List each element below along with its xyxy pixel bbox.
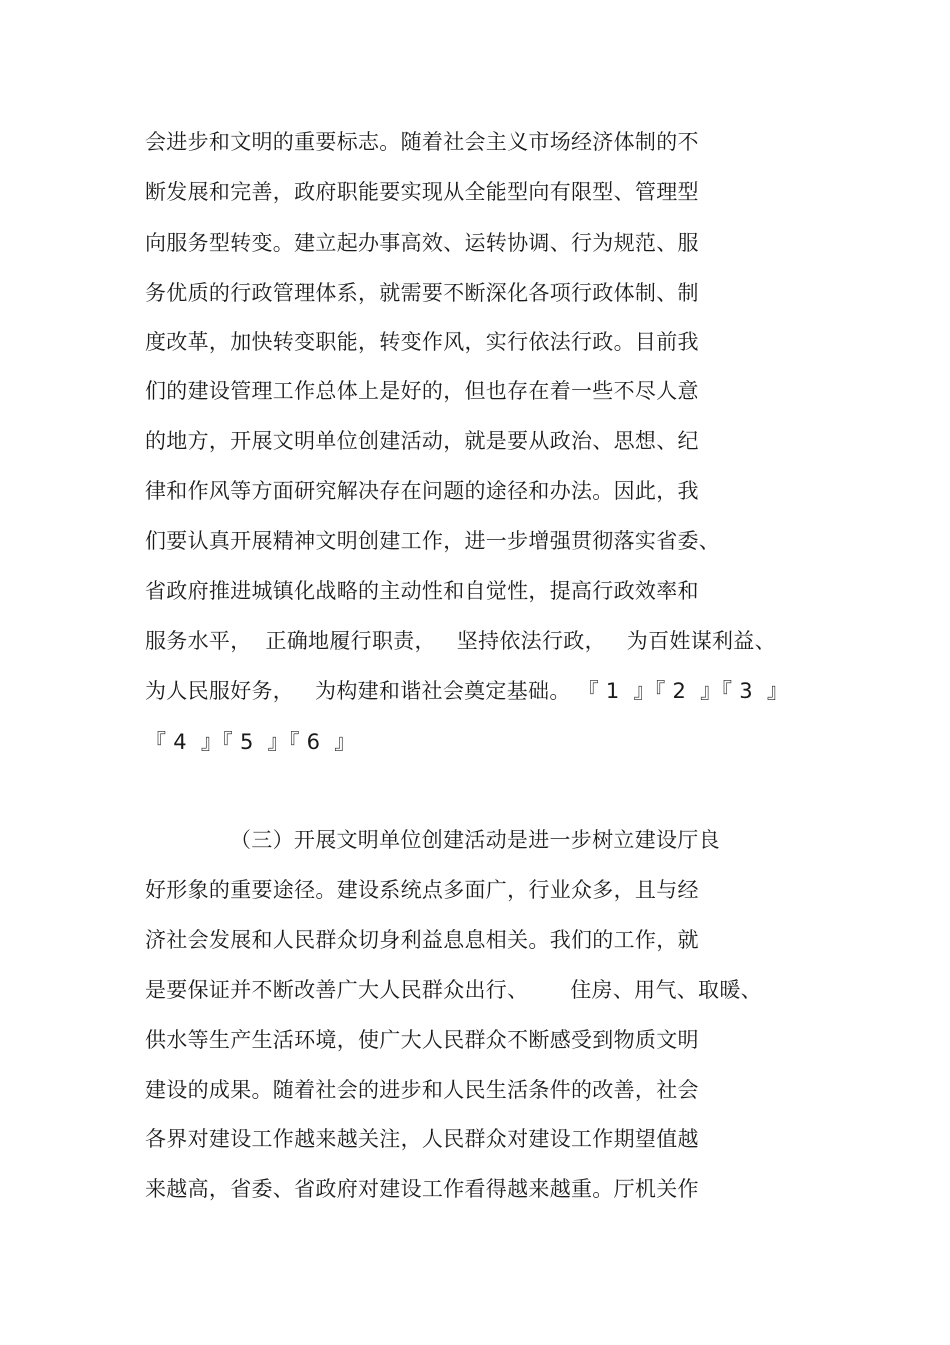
text-line: 的地方，开展文明单位创建活动，就是要从政治、思想、纪 (145, 429, 699, 453)
text-line: 济社会发展和人民群众切身利益息息相关。我们的工作，就 (145, 928, 699, 952)
text-line: 来越高，省委、省政府对建设工作看得越来越重。厅机关作 (145, 1177, 699, 1201)
paragraph-heading: （三）开展文明单位创建活动是进一步树立建设厅良 (230, 828, 720, 852)
text-line: 各界对建设工作越来越关注，人民群众对建设工作期望值越 (145, 1127, 699, 1151)
text-line: 是要保证并不断改善广大人民群众出行、 住房、用气、取暖、 (145, 978, 762, 1002)
text-line: 为人民服好务， 为构建和谐社会奠定基础。 『 1 』『 2 』『 3 』 (145, 679, 789, 703)
text-line: 好形象的重要途径。建设系统点多面广，行业众多，且与经 (145, 878, 699, 902)
text-line: 务优质的行政管理体系，就需要不断深化各项行政体制、制 (145, 281, 699, 305)
text-line: 断发展和完善，政府职能要实现从全能型向有限型、管理型 (145, 180, 699, 204)
text-line: 『 4 』『 5 』『 6 』 (145, 730, 356, 754)
text-line: 供水等生产生活环境，使广大人民群众不断感受到物质文明 (145, 1028, 699, 1052)
text-line: 向服务型转变。建立起办事高效、运转协调、行为规范、服 (145, 231, 699, 255)
text-line: 会进步和文明的重要标志。随着社会主义市场经济体制的不 (145, 130, 699, 154)
text-line: 度改革，加快转变职能，转变作风，实行依法行政。目前我 (145, 330, 699, 354)
text-line: 们的建设管理工作总体上是好的，但也存在着一些不尽人意 (145, 379, 699, 403)
text-line: 服务水平， 正确地履行职责， 坚持依法行政， 为百姓谋利益、 (145, 629, 776, 653)
text-line: 建设的成果。随着社会的进步和人民生活条件的改善，社会 (145, 1078, 699, 1102)
text-line: 省政府推进城镇化战略的主动性和自觉性，提高行政效率和 (145, 579, 699, 603)
text-line: 律和作风等方面研究解决存在问题的途径和办法。因此，我 (145, 479, 699, 503)
text-line: 们要认真开展精神文明创建工作，进一步增强贯彻落实省委、 (145, 529, 721, 553)
